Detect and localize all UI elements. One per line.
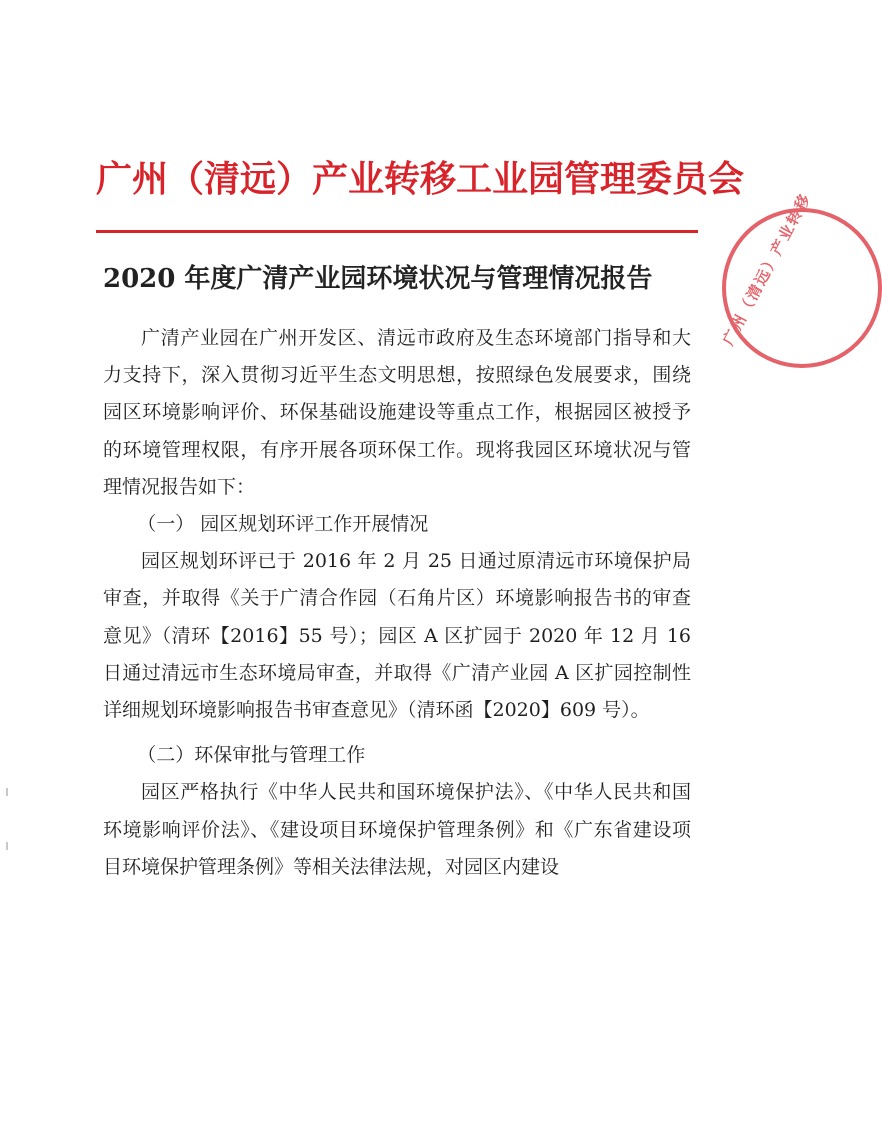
official-seal xyxy=(719,189,882,368)
org-header: 广州（清远）产业转移工业园管理委员会 xyxy=(96,158,745,200)
seal-text: 广州（清远）产业转移 xyxy=(719,189,815,349)
intro-paragraph: 广清产业园在广州开发区、清远市政府及生态环境部门指导和大力支持下，深入贯彻习近平生态文明思想，按照绿色发展要求，围绕园区环境影响评价、环保基础设施建设等重点工作，根据园区被授予的环境管理权限，有序开展各项环保工作。现将我园区环境状况与管理情况报告如下： xyxy=(103,327,691,498)
header-red-rule xyxy=(96,230,698,233)
section-1-heading: （一） 园区规划环评工作开展情况 xyxy=(137,513,429,536)
section-gap xyxy=(103,729,691,737)
scan-edge-mark xyxy=(6,842,8,850)
seal-inner-ring xyxy=(719,189,868,354)
section-1-paragraph: 园区规划环评已于 2016 年 2 月 25 日通过原清远市环境保护局审查，并取得《关于广清合作园（石角片区）环境影响报告书的审查意见》（清环【2016】55 号）；园区 A 区扩园于 2020 年 12 月 16 日通过清远市生态环境局审查，并取得《广清产业园 A 区扩园控制性详细规划环境影响报告书审查意见》（清环函【2020】609 号）。 xyxy=(103,550,691,722)
section-2-paragraph: 园区严格执行《中华人民共和国环境保护法》、《中华人民共和国环境影响评价法》、《建设项目环境保护管理条例》和《广东省建设项目环境保护管理条例》等相关法律法规，对园区内建设 xyxy=(103,781,691,878)
document-body xyxy=(103,320,691,886)
document-title: 2020 年度广清产业园环境状况与管理情况报告 xyxy=(103,264,653,294)
scan-edge-mark xyxy=(6,788,8,796)
section-2-heading: （二）环保审批与管理工作 xyxy=(137,744,366,767)
